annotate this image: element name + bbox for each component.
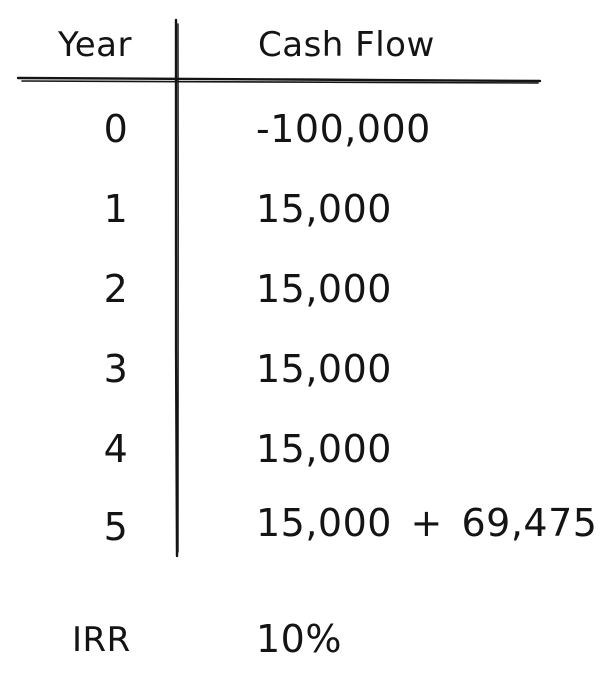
cash-flow-cell: 15,000 + 69,475 [256, 501, 598, 545]
cash-flow-cell: 15,000 [256, 267, 392, 311]
year-cell: 5 [103, 505, 129, 549]
year-cell: 0 [103, 107, 129, 151]
cash-flow-cell: 15,000 [256, 347, 392, 391]
irr-value: 10% [256, 617, 342, 661]
cash-flow-cell: 15,000 [256, 427, 392, 471]
column-divider-line-overstroke [178, 24, 179, 552]
year-cell: 3 [103, 347, 129, 391]
year-column-header: Year [58, 25, 132, 65]
cash-flow-cell: 15,000 [256, 187, 392, 231]
year-cell: 1 [103, 187, 129, 231]
cash-flow-column-header: Cash Flow [258, 25, 435, 65]
column-divider-line [176, 20, 177, 556]
irr-label: IRR [72, 620, 131, 660]
year-cell: 4 [103, 427, 129, 471]
year-cell: 2 [103, 267, 129, 311]
cash-flow-cell: -100,000 [256, 107, 431, 151]
